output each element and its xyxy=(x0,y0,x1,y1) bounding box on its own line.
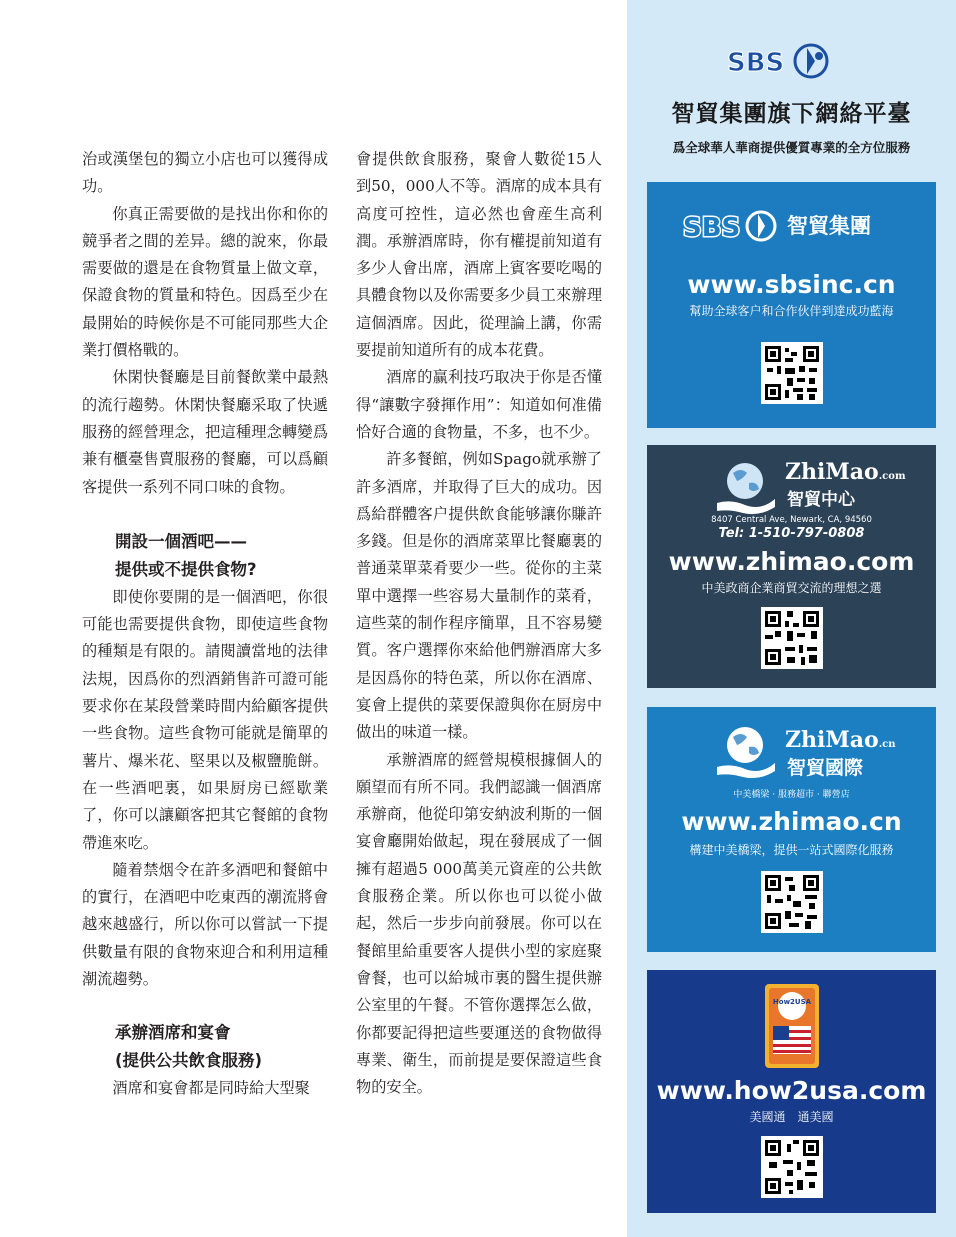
qr-code xyxy=(761,342,823,404)
brand-en: ZhiMao.com xyxy=(785,459,906,485)
svg-text:SBS: SBS xyxy=(727,48,785,78)
brand-cn: 智貿中心 xyxy=(787,490,855,510)
url-link[interactable]: www.sbsinc.cn xyxy=(687,270,896,299)
panel-caption: 幫助全球客户和合作伙伴到達成功藍海 xyxy=(689,304,894,318)
address: 8407 Central Ave, Newark, CA, 94560 xyxy=(711,515,872,525)
paragraph: 承辦酒席的經營規模根據個人的願望而有所不同。我們認識一個酒席承辦商，他從印第安納波利斯的一個宴會廳開始做起，現在發展成了一個擁有超過5 000萬美元資産的公共飲食服務企業。所以你也可以從小做起，然后一步步向前發展。你可以在餐館里給重要客人提供小型的家庭聚會餐，也可以給城市裏的醫生提供辦公室里的午餐。不管你選擇怎么做，你都要記得把這些要運送的食物做得專業、衛生，而前提是要保證這些食物的安全。 xyxy=(356,750,602,1097)
svg-text:How2USA: How2USA xyxy=(772,998,812,1006)
panel-caption: 美國通 通美國 xyxy=(749,1110,834,1124)
paragraph: 隨着禁烟令在許多酒吧和餐館中的實行，在酒吧中吃東西的潮流將會越來越盛行，所以你可以嘗試一下提供數量有限的食物來迎合和利用這種潮流趨勢。 xyxy=(82,860,328,989)
sbs-brand xyxy=(681,206,902,246)
section-heading: 開設一個酒吧—— xyxy=(115,531,247,551)
url-link[interactable]: www.zhimao.cn xyxy=(681,807,902,836)
sbs-logo xyxy=(719,40,869,82)
sidebar-subtitle: 爲全球華人華商提供優質專業的全方位服務 xyxy=(672,140,911,155)
panel-caption: 構建中美橋梁，提供一站式國際化服務 xyxy=(689,843,894,857)
paragraph: 許多餐館，例如Spago就承辦了許多酒席，并取得了巨大的成功。因爲給群體客户提供飲食能够讓你賺許多錢。但是你的酒席菜單比餐廳裏的普通菜單菜肴要少一些。從你的主菜單中選擇一些容易大量制作的菜肴，這些菜的制作程序簡單，且不容易變質。客户選擇你來給他們辦酒席大多是因爲你的特色菜，所以你在酒席、宴會上提供的菜要保證與你在厨房中做出的味道一樣。 xyxy=(356,450,602,742)
article-column-2 xyxy=(356,146,602,1101)
brand-cn: 智貿國際 xyxy=(787,757,864,779)
paragraph: 即使你要開的是一個酒吧，你很可能也需要提供食物，即使這些食物的種類是有限的。請閱讀當地的法律法規，因爲你的烈酒銷售許可證可能要求你在某段營業時間内給顧客提供一些食物。這些食物可能就是簡單的薯片、爆米花、堅果以及椒鹽脆餅。在一些酒吧裏，如果厨房已經歇業了，你可以讓顧客把其它餐館的食物帶進來吃。 xyxy=(82,587,328,852)
qr-code xyxy=(761,1136,823,1198)
zhimao-cn-panel[interactable] xyxy=(647,707,936,952)
qr-code xyxy=(761,607,823,669)
globe-hand-icon xyxy=(711,723,781,781)
how2usa-logo xyxy=(765,984,819,1068)
globe-hand-icon xyxy=(711,459,781,517)
panel-caption: 中美政商企業商貿交流的理想之選 xyxy=(701,581,882,595)
paragraph: 治或漢堡包的獨立小店也可以獲得成功。 xyxy=(82,150,328,196)
svg-text:SBS: SBS xyxy=(683,213,741,243)
telephone: Tel: 1-510-797-0808 xyxy=(718,526,865,541)
url-link[interactable]: www.zhimao.com xyxy=(668,547,915,576)
zhimao-com-panel[interactable] xyxy=(647,445,936,688)
paragraph: 酒席的赢利技巧取决于你是否懂得“讓數字發揮作用”：知道如何准備恰好合適的食物量，不多，也不少。 xyxy=(356,368,602,441)
section-heading: (提供公共飲食服務) xyxy=(115,1051,263,1071)
paragraph: 休閑快餐廳是目前餐飲業中最熱的流行趨勢。休閑快餐廳采取了快遞服務的經營理念，把這種理念轉變爲兼有櫃臺售賣服務的餐廳，可以爲顧客提供一系列不同口味的食物。 xyxy=(82,368,328,496)
paragraph: 你真正需要做的是找出你和你的競爭者之間的差异。總的說來，你最需要做的還是在食物質量上做文章，保證食物的質量和特色。因爲至少在最開始的時候你是不可能同那些大企業打價格戰的。 xyxy=(82,204,328,360)
section-heading: 提供或不提供食物? xyxy=(115,559,257,579)
paragraph: 酒席和宴會都是同時給大型聚 xyxy=(112,1079,310,1098)
section-heading: 承辦酒席和宴會 xyxy=(115,1023,231,1043)
article-column-1 xyxy=(82,146,328,1103)
tagline: 中美橋梁 · 服務超市 · 聯營店 xyxy=(733,790,850,800)
paragraph: 會提供飲食服務，聚會人數從15人到50，000人不等。酒席的成本具有高度可控性，這必然也會産生高利潤。承辦酒席時，你有權提前知道有多少人會出席，酒席上賓客要吃喝的具體食物以及你需要多少員工來辦理這個酒席。因此，從理論上講，你需要提前知道所有的成本花費。 xyxy=(356,150,602,360)
sbsinc-panel[interactable] xyxy=(647,182,936,428)
qr-code xyxy=(761,871,823,933)
brand-en: ZhiMao.cn xyxy=(785,727,896,753)
how2usa-panel[interactable] xyxy=(647,970,936,1213)
url-link[interactable]: www.how2usa.com xyxy=(656,1076,927,1105)
brand-cn: 智貿集團 xyxy=(787,214,871,238)
sidebar-ad xyxy=(627,0,956,1237)
sidebar-title: 智貿集團旗下網絡平臺 xyxy=(671,101,912,127)
